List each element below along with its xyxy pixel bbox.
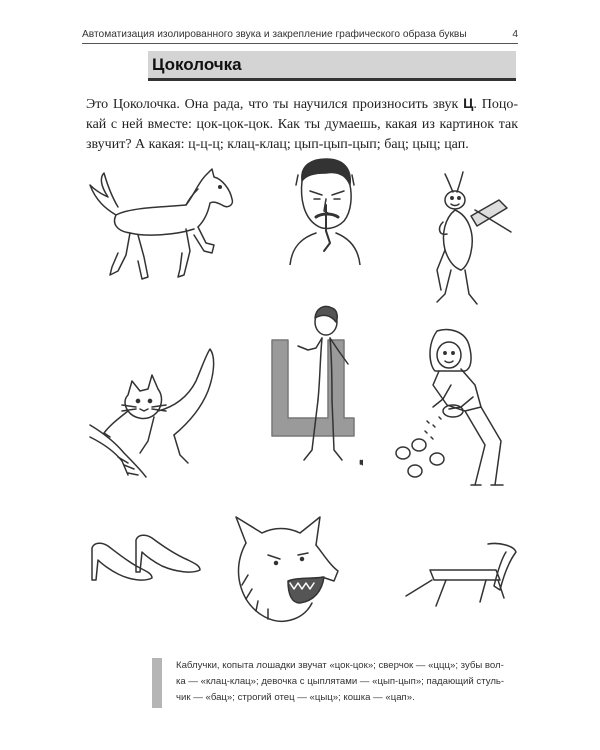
note-line-1: Каблучки, копыта лошадки звучат «цок-цок»; сверчок — «ццц»; зубы вол- bbox=[176, 660, 504, 671]
note-line-3: чик — «бац»; строгий отец — «цыц»; кошка — «цап». bbox=[176, 692, 415, 703]
running-header bbox=[82, 29, 518, 44]
strict-father-picture bbox=[280, 155, 370, 265]
page-number: 4 bbox=[512, 29, 518, 40]
horse-picture bbox=[86, 165, 236, 285]
picture-letter-label: Ц bbox=[360, 460, 363, 465]
intro-text bbox=[86, 93, 518, 155]
wolf-picture bbox=[228, 515, 340, 625]
running-title: Автоматизация изолированного звука и закрепление графического образа буквы bbox=[82, 29, 467, 40]
cat-picture bbox=[88, 345, 228, 490]
girl-chicks-picture bbox=[385, 325, 515, 495]
boy-with-letter-picture bbox=[268, 300, 363, 470]
answer-note bbox=[152, 658, 520, 708]
title-bar bbox=[148, 51, 516, 81]
page-title: Цоколочка bbox=[152, 55, 242, 74]
falling-chair-picture bbox=[400, 540, 520, 610]
title-underline bbox=[148, 78, 516, 81]
intro-part-1: Это Цоколочка. Она рада, что ты научился произносить звук bbox=[86, 97, 464, 112]
cricket-violin-picture bbox=[415, 170, 515, 310]
intro-sound-letter: Ц bbox=[463, 95, 474, 111]
intro-part-2: . Поцо-кай с ней вместе: цок-цок-цок. Как ты думаешь, какая из картинок так звучит? А какая: ц-ц-ц; клац-клац; цып-цып-цып; бац; цыц; цап. bbox=[86, 97, 519, 152]
note-line-2: ка — «клац-клац»; девочка с цыплятами — «цып-цып»; падающий стуль- bbox=[176, 676, 505, 687]
shoes-picture bbox=[88, 530, 238, 585]
